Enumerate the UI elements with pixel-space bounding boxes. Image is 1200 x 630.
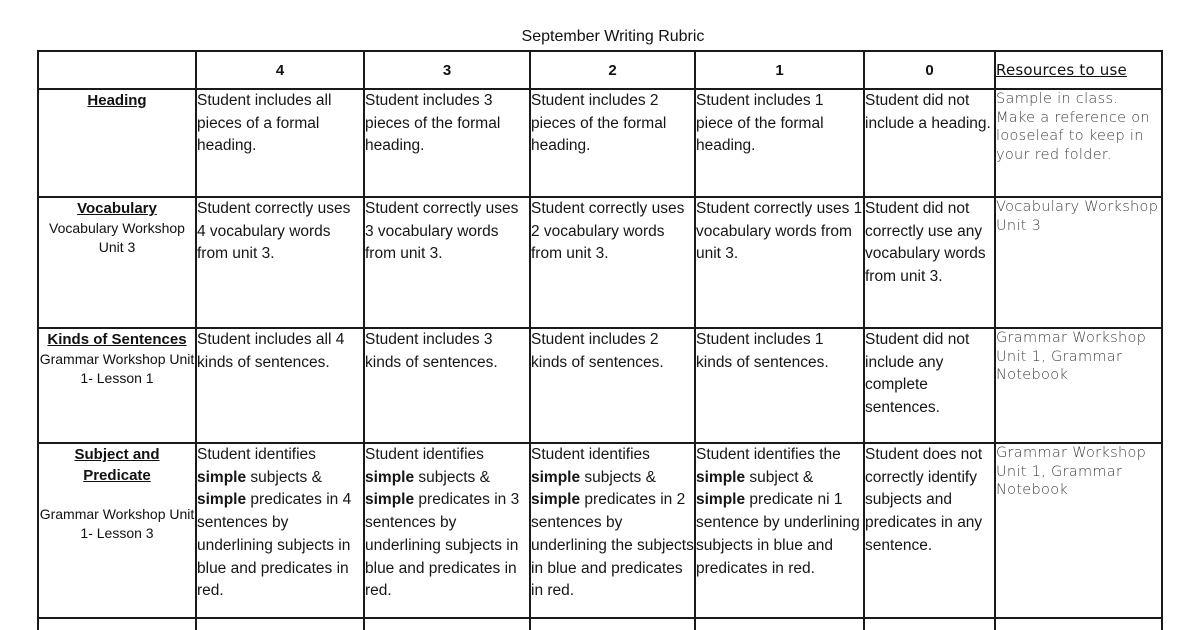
score-1-cell: Student includes 1 piece of the formal heading. xyxy=(695,89,864,197)
criterion-name: Subject and Predicate xyxy=(74,446,160,484)
score-0-cell: Student does not correctly identify subjects and predicates in any sentence. xyxy=(864,443,995,618)
resources-cell: Vocabulary Workshop Unit 3 xyxy=(995,197,1162,328)
header-score-4: 4 xyxy=(196,51,364,89)
score-4-cell: Student correctly uses 4 vocabulary words from unit 3. xyxy=(196,197,364,328)
criterion-name: Vocabulary xyxy=(77,200,157,217)
resources-cell: Grammar Workshop Unit 1, Grammar Notebook xyxy=(995,328,1162,443)
resources-cell xyxy=(995,618,1162,630)
score-1-cell: Student includes 1 kinds of sentences. xyxy=(695,328,864,443)
score-2-cell: Student correctly uses 2 vocabulary words from unit 3. xyxy=(530,197,695,328)
score-0-cell: Student did not include a heading. xyxy=(864,89,995,197)
criterion-cell xyxy=(38,618,196,630)
score-3-cell: Student includes 3 pieces of the formal heading. xyxy=(364,89,530,197)
bold-term: simple xyxy=(696,468,746,486)
score-1-cell xyxy=(695,618,864,630)
criterion-cell xyxy=(38,89,196,197)
score-3-cell xyxy=(364,443,530,618)
criterion-reference: Grammar Workshop Unit 1- Lesson 3 xyxy=(39,506,195,541)
criterion-name: Heading xyxy=(87,92,147,109)
text-segment: Student identifies xyxy=(531,446,650,463)
resources-cell: Sample in class. Make a reference on looseleaf to keep in your red folder. xyxy=(995,89,1162,197)
header-row xyxy=(38,51,1162,89)
text-segment: subjects & xyxy=(580,468,656,486)
header-score-2: 2 xyxy=(530,51,695,89)
criterion-reference: Vocabulary Workshop Unit 3 xyxy=(49,220,185,255)
score-0-cell xyxy=(864,618,995,630)
table-row xyxy=(38,197,1162,328)
text-segment: subjects & xyxy=(414,468,490,486)
score-2-cell xyxy=(530,618,695,630)
text-segment: subjects & xyxy=(246,468,322,486)
header-score-3: 3 xyxy=(364,51,530,89)
score-4-cell xyxy=(196,618,364,630)
table-row xyxy=(38,443,1162,618)
criterion-name: Kinds of Sentences xyxy=(47,331,187,348)
header-resources: Resources to use xyxy=(995,51,1162,89)
text-segment: Student identifies the xyxy=(696,446,841,463)
score-4-cell: Student includes all pieces of a formal heading. xyxy=(196,89,364,197)
score-4-cell xyxy=(196,443,364,618)
criterion-cell xyxy=(38,328,196,443)
bold-term: simple xyxy=(365,468,415,486)
bold-term: simple xyxy=(365,491,415,509)
header-score-1: 1 xyxy=(695,51,864,89)
document-title: September Writing Rubric xyxy=(521,28,705,45)
score-2-cell: Student includes 2 kinds of sentences. xyxy=(530,328,695,443)
score-3-cell xyxy=(364,618,530,630)
bold-term: simple xyxy=(531,491,581,509)
score-3-cell: Student correctly uses 3 vocabulary words from unit 3. xyxy=(364,197,530,328)
bold-term: simple xyxy=(696,491,746,509)
criterion-reference: Grammar Workshop Unit 1- Lesson 1 xyxy=(39,351,195,386)
score-3-cell: Student includes 3 kinds of sentences. xyxy=(364,328,530,443)
text-segment: predicates in 2 sentences by underlining the subjects in blue and predicates in red. xyxy=(531,491,694,600)
bold-term: simple xyxy=(197,468,247,486)
score-1-cell: Student correctly uses 1 vocabulary words from unit 3. xyxy=(695,197,864,328)
table-row-partial xyxy=(38,618,1162,630)
text-segment: predicates in 3 sentences by underlining subjects in blue and predicates in red. xyxy=(365,491,520,600)
resources-cell: Grammar Workshop Unit 1, Grammar Notebook xyxy=(995,443,1162,618)
score-4-cell: Student includes all 4 kinds of sentences. xyxy=(196,328,364,443)
score-0-cell: Student did not include any complete sentences. xyxy=(864,328,995,443)
text-segment: Student identifies xyxy=(197,446,316,463)
text-segment: subject & xyxy=(745,468,814,486)
table-row xyxy=(38,328,1162,443)
score-2-cell xyxy=(530,443,695,618)
table-row xyxy=(38,89,1162,197)
score-2-cell: Student includes 2 pieces of the formal heading. xyxy=(530,89,695,197)
bold-term: simple xyxy=(531,468,581,486)
bold-term: simple xyxy=(197,491,247,509)
header-criterion xyxy=(38,51,196,89)
text-segment: predicate ni 1 sentence by underlining subjects in blue and predicates in red. xyxy=(696,491,860,577)
text-segment: predicates in 4 sentences by underlining subjects in blue and predicates in red. xyxy=(197,491,352,600)
header-score-0: 0 xyxy=(864,51,995,89)
text-segment: Student identifies xyxy=(365,446,484,463)
criterion-cell xyxy=(38,197,196,328)
criterion-cell xyxy=(38,443,196,618)
score-1-cell xyxy=(695,443,864,618)
score-0-cell: Student did not correctly use any vocabulary words from unit 3. xyxy=(864,197,995,328)
rubric-table xyxy=(37,50,1163,630)
